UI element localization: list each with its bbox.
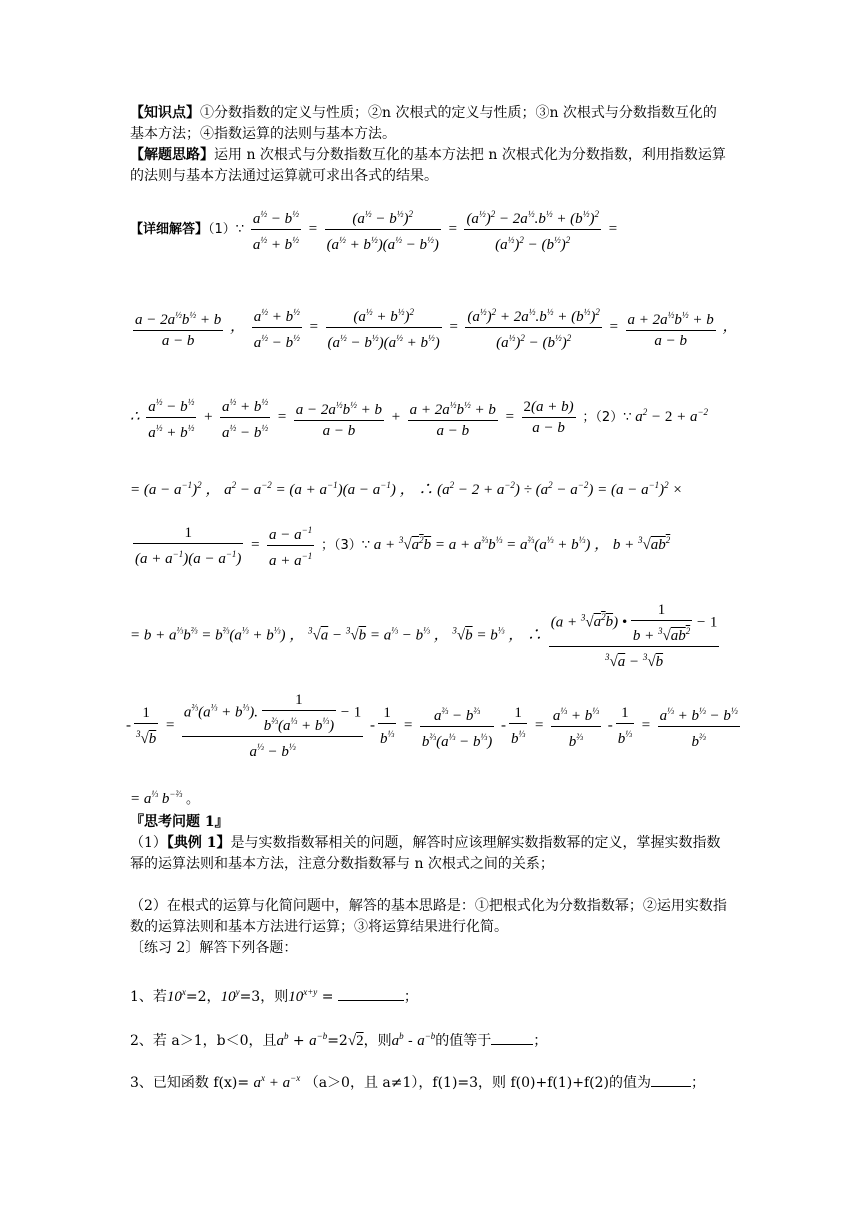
answer-label: 【详细解答】	[130, 221, 209, 237]
think-p1-prefix: （1）	[130, 835, 167, 851]
math-line-7: - $\frac{1}{^3√b}$ = $a^{\frac{2}{3}}(a^{\frac{1}{3}} + b^{\frac{1}{3}})$. $\frac{1}{b^{\frac{2}{3}}(a^{\frac{1}{3}} + b^{\frac{1}{3}})}$ − 1 $a^{\frac{1}{3}} - b^{\frac{1}{3}}$ - $\frac{1}{b^{\frac{1}{3}}}$ = $\frac{a^{\frac{2}{3}} - b^{\frac{2}{3}}}{b^{\frac{2}{3}}(a^{\frac{1}{3}} - b^{\frac{1}{3}})}$ - $\frac{1}{b^{\frac{1}{3}}}$ = $\frac{a^{\frac{1}{3}} + b^{\frac{1}{3}}}{b^{\frac{2}{3}}}$ - $\frac{1}{b^{\frac{1}{3}}}$ = $\frac{a^{\frac{1}{3}} + b^{\frac{1}{3}} - b^{\frac{1}{3}}}{b^{\frac{2}{3}}}$	[126, 692, 738, 760]
answer-blank-2[interactable]	[491, 1030, 533, 1045]
approach-text: 运用 n 次根式与分数指数互化的基本方法把 n 次根式化为分数指数，利用指数运算的法则与基本方法通过运算就可求出各式的结果。	[130, 147, 726, 184]
math-line-4: = $(a - a^{-1})^2$ ， $a^2 - a^{-2} = (a + a^{-1})(a - a^{-1})$ ， ∴ $(a^2 - 2 + a^{-2}) \div (a^2 - a^{-2}) = (a - a^{-1})^2$ ×	[130, 480, 683, 498]
think-paragraph-1	[130, 833, 730, 875]
answer-blank-3[interactable]	[651, 1072, 691, 1087]
math-line-2: $\frac{a - 2a^{\frac{1}{2}}b^{\frac{1}{2}} + b}{a - b}$ ， $\frac{a^{\frac{1}{2}} + b^{\frac{1}{2}}}{a^{\frac{1}{2}} - b^{\frac{1}{2}}}$ = $\frac{(a^{\frac{1}{2}} + b^{\frac{1}{2}})^2}{(a^{\frac{1}{2}} - b^{\frac{1}{2}})(a^{\frac{1}{2}} + b^{\frac{1}{2}})}$ = $\frac{(a^{\frac{1}{2}})^2 + 2a^{\frac{1}{2}}.b^{\frac{1}{2}} + (b^{\frac{1}{2}})^2}{(a^{\frac{1}{2}})^2 - (b^{\frac{1}{2}})^2}$ = $\frac{a + 2a^{\frac{1}{2}}b^{\frac{1}{2}} + b}{a - b}$ ，	[130, 302, 738, 353]
math-line-6: = $b + a^{\frac{1}{3}}b^{\frac{2}{3}} = b^{\frac{2}{3}}(a^{\frac{1}{3}} + b^{\frac{1}{3}})$ ， $^3√a - ^3√b = a^{\frac{1}{3}} - b^{\frac{1}{3}}$ ， $^3√b = b^{\frac{1}{3}}$ ， ∴ $(a + ^3√a^2b)$ • $\frac{1}{b + ^3√ab^2}$ − 1 $^3$√a − $^3$√b	[130, 602, 718, 670]
think-p1-label: 【典例 1】	[166, 835, 231, 851]
exercise-q3: 3、已知函数 $f(x)= a^x + a^{-x}$ （a＞0，且 a≠1），f(1)=3，则 f(0)+f(1)+f(2)的值为 ；	[130, 1073, 705, 1091]
math-line-3: ∴ $\frac{a^{\frac{1}{2}} - b^{\frac{1}{2}}}{a^{\frac{1}{2}} + b^{\frac{1}{2}}}$ + $\frac{a^{\frac{1}{2}} + b^{\frac{1}{2}}}{a^{\frac{1}{2}} - b^{\frac{1}{2}}}$ = $\frac{a - 2a^{\frac{1}{2}}b^{\frac{1}{2}} + b}{a - b}$ + $\frac{a + 2a^{\frac{1}{2}}b^{\frac{1}{2}} + b}{a - b}$ = $\frac{2(a + b)}{a - b}$ ；（2）∵ $a^2 - 2 + a^{-2}$	[130, 392, 708, 443]
think-title: 『思考问题 1』	[130, 814, 229, 830]
exercise-q1: 1、若$10^x=2$，$10^y=3$，则$10^{x+y}$ = ；	[130, 987, 418, 1005]
answer-blank-1[interactable]	[338, 986, 404, 1001]
exercise-title: 〔练习 2〕解答下列各题：	[130, 940, 298, 956]
approach-paragraph	[130, 145, 730, 187]
math-line-8: = $a^{\frac{1}{3}}$ $b^{-\frac{2}{3}}$ 。	[130, 789, 199, 807]
knowledge-text: ①分数指数的定义与性质；②n 次根式的定义与性质；③n 次根式与分数指数互化的基本方法；④指数运算的法则与基本方法。	[130, 105, 717, 142]
knowledge-paragraph	[130, 103, 730, 145]
think-paragraph-2: （2）在根式的运算与化简问题中，解答的基本思路是：①把根式化为分数指数幂；②运用实数指数的运算法则和基本方法进行运算；③将运算结果进行化简。	[130, 898, 727, 935]
approach-label: 【解题思路】	[130, 147, 214, 163]
math-line-5: $\frac{1}{(a + a^{-1})(a - a^{-1})}$ = $\frac{a - a^{-1}}{a + a^{-1}}$ ；（3）∵ $a + ^3√a^2b = a + a^{\frac{2}{3}}b^{\frac{1}{3}} = a^{\frac{2}{3}}(a^{\frac{1}{3}} + b^{\frac{1}{3}})$ ， $b + ^3√ab^2$	[130, 520, 670, 571]
knowledge-label: 【知识点】	[130, 105, 200, 121]
think-p1-text: 是与实数指数幂相关的问题，解答时应该理解实数指数幂的定义，掌握实数指数幂的运算法则和基本方法，注意分数指数幂与 n 次根式之间的关系；	[130, 835, 721, 872]
math-line-1: 【详细解答】（1）∵ $\frac{a^{\frac{1}{2}} - b^{\frac{1}{2}}}{a^{\frac{1}{2}} + b^{\frac{1}{2}}}$ = $\frac{(a^{\frac{1}{2}} - b^{\frac{1}{2}})^2}{(a^{\frac{1}{2}} + b^{\frac{1}{2}})(a^{\frac{1}{2}} - b^{\frac{1}{2}})}$ = $\frac{(a^{\frac{1}{2}})^2 - 2a^{\frac{1}{2}}.b^{\frac{1}{2}} + (b^{\frac{1}{2}})^2}{(a^{\frac{1}{2}})^2 - (b^{\frac{1}{2}})^2}$ =	[130, 204, 618, 255]
exercise-q2: 2、若 a＞1，b＜0，且$a^b + a^{-b}=2√2$，则$a^b - a^{-b}$的值等于 ；	[130, 1031, 548, 1049]
